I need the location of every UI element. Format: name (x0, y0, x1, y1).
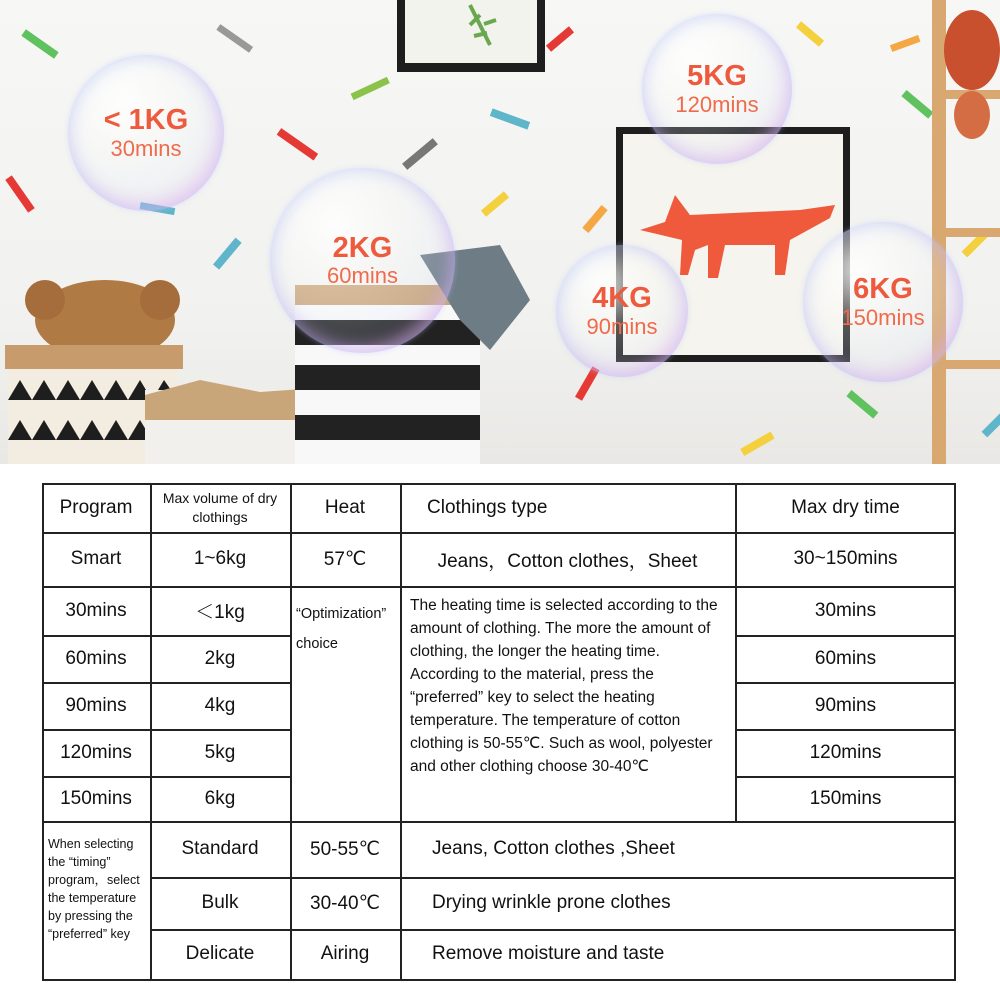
timing-note: When selecting the “timing” program，select the temperature by pressing the “preferred” key (48, 837, 140, 941)
timed-program: 150mins (60, 787, 132, 809)
timed-dry-time: 60mins (814, 647, 877, 669)
timed-dry-time: 150mins (809, 787, 882, 809)
bubble-6kg (803, 222, 963, 382)
mode-clothings-type: Jeans, Cotton clothes ,Sheet (432, 838, 675, 859)
optimization-heat: “Optimization” choice (296, 606, 387, 652)
smart-clothings-type: Jeans，Cotton clothes，Sheet (437, 550, 698, 572)
optimization-description: The heating time is selected according to the amount of clothing. The more the amount of clothing, the longer the heating time. According to the material, press the “preferred” key to select the heating temperature. The temperature of cotton clothing is 50-55℃. Such as wool, polyester and other clothing choose 30-40℃ (410, 597, 718, 775)
program-table (42, 483, 956, 980)
bubble-4kg (556, 245, 688, 377)
header-clothings-type: Clothings type (427, 496, 548, 518)
bubble-weight-label: 6KG (853, 273, 913, 306)
mode-program: Bulk (201, 892, 239, 913)
timed-dry-time: 90mins (814, 694, 877, 716)
timed-volume: 5kg (204, 741, 236, 763)
bubble-1kg (68, 55, 224, 211)
mode-program: Delicate (185, 943, 255, 964)
timed-volume: 6kg (204, 787, 236, 809)
timed-dry-time: 30mins (814, 599, 877, 621)
mode-clothings-type: Remove moisture and taste (432, 943, 665, 964)
timed-volume: 4kg (204, 694, 236, 716)
bubble-weight-label: 2KG (332, 231, 393, 264)
header-heat: Heat (324, 496, 366, 518)
bubble-weight-label: < 1KG (103, 104, 189, 137)
header-max-volume: Max volume of dry clothings (162, 490, 278, 525)
bubble-weight-label: 5KG (687, 60, 747, 93)
room-scene-photo (0, 0, 1000, 464)
bubble-weight-label: 4KG (592, 282, 652, 315)
timed-dry-time: 120mins (809, 741, 882, 763)
mode-heat: 50-55℃ (310, 838, 380, 860)
timed-program: 90mins (65, 694, 127, 716)
timed-program: 60mins (65, 647, 127, 669)
header-program: Program (59, 496, 133, 518)
mode-heat: Airing (320, 943, 370, 964)
timed-volume: 2kg (204, 647, 236, 669)
mode-clothings-type: Drying wrinkle prone clothes (432, 892, 671, 913)
mode-heat: 30-40℃ (310, 892, 380, 914)
smart-program: Smart (70, 548, 122, 569)
header-max-dry-time: Max dry time (791, 496, 900, 518)
bubble-2kg (270, 168, 455, 353)
smart-heat: 57℃ (323, 548, 367, 570)
bubble-time-label: 90mins (586, 313, 658, 339)
smart-volume: 1~6kg (193, 548, 247, 569)
bubble-time-label: 150mins (841, 304, 925, 330)
bubble-time-label: 60mins (327, 263, 398, 289)
timed-program: 120mins (60, 741, 132, 763)
timed-program: 30mins (65, 599, 127, 621)
timed-volume: ＜1kg (195, 602, 245, 623)
bubble-time-label: 30mins (110, 135, 182, 161)
bubble-time-label: 120mins (675, 91, 759, 117)
plant-frame (397, 0, 545, 72)
mode-program: Standard (181, 838, 259, 859)
smart-dry-time: 30~150mins (793, 548, 898, 569)
bubble-5kg (642, 14, 792, 164)
fox-plush (944, 10, 1000, 139)
